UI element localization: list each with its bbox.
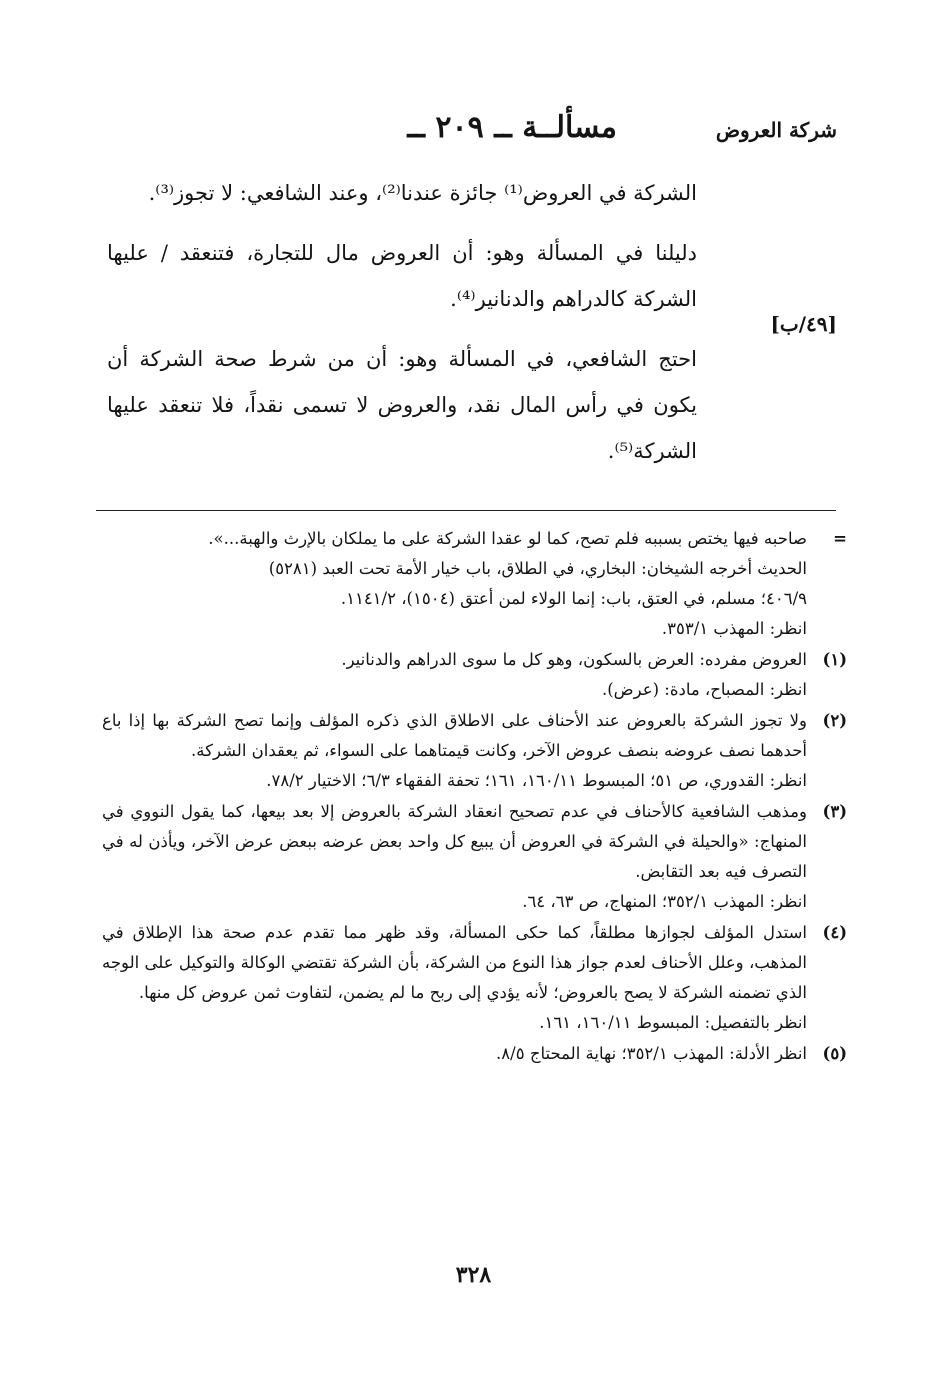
footnote-4 [102,918,847,1038]
footnote-marker: (٤) [822,923,847,942]
footnote-5 [102,1039,847,1069]
footnotes [102,524,847,1070]
footnote-1 [102,645,847,705]
main-text [107,170,697,488]
issue-title: مسألــة ــ ٢٠٩ ــ [407,110,617,145]
footnote-separator [96,510,836,511]
footnote-line: استدل المؤلف لجوازها مطلقاً، كما حكى المسألة، وقد ظهر مما تقدم عدم صحة هذا الإطلاق في المذهب، وعلل الأحناف لعدم جواز هذا النوع من الشركة، بأن الشركة تقتضي الوكالة والتوكيل على الوجه الذي تضمنه الشركة لا يصح بالعروض؛ لأنه يؤدي إلى ربح ما لم يضمن، لتفاوت ثمن عروض كل منها. [102,923,807,1002]
footnote-marker: (٥) [822,1044,847,1063]
footnote-3 [102,797,847,917]
footnote-line: انظر: القدوري، ص ٥١؛ المبسوط ١٦٠/١١، ١٦١؛ تحفة الفقهاء ٦/٣؛ الاختيار ٧٨/٢. [266,771,807,790]
footnote-line: انظر الأدلة: المهذب ٣٥٢/١؛ نهاية المحتاج ٨/٥. [496,1044,807,1063]
footnote-line: صاحبه فيها يختص بسببه فلم تصح، كما لو عقدا الشركة على ما يملكان بالإرث والهبة...». [208,529,807,548]
footnote-marker: = [833,529,847,548]
footnote-line: انظر: المهذب ٣٥٣/١. [661,619,807,638]
footnote-continued [102,524,847,644]
footnote-line: العروض مفرده: العرض بالسكون، وهو كل ما سوى الدراهم والدنانير. [341,650,807,669]
footnote-2 [102,706,847,796]
footnote-line: ٤٠٦/٩؛ مسلم، في العتق، باب: إنما الولاء لمن أعتق (١٥٠٤)، ١١٤١/٢. [340,589,807,608]
page-number: ٣٢٨ [455,1262,492,1288]
footnote-line: انظر: المهذب ٣٥٢/١؛ المنهاج، ص ٦٣، ٦٤. [522,892,807,911]
folio-margin-note: [٤٩/ب] [770,312,837,336]
footnote-line: ولا تجوز الشركة بالعروض عند الأحناف على الاطلاق الذي ذكره المؤلف وإنما تصح الشركة بها إذا باع أحدهما نصف عروضه بنصف عروض الآخر، وكانت قيمتاهما على السواء، ثم يعقدان الشركة. [102,711,807,760]
running-head: شركة العروض [715,118,837,142]
paragraph-2: دليلنا في المسألة وهو: أن العروض مال للتجارة، فتنعقد / عليها الشركة كالدراهم والدنانير⁽⁴⁾. [107,241,697,311]
footnote-marker: (١) [822,650,847,669]
footnote-line: ومذهب الشافعية كالأحناف في عدم تصحيح انعقاد الشركة بالعروض إلا بعد بيعها، كما يقول النووي في المنهاج: «والحيلة في الشركة في العروض أن يبيع كل واحد بعض عرضه ببعض عرض الآخر، ويأذن له في التصرف فيه بعد التقابض. [102,802,807,881]
footnote-line: الحديث أخرجه الشيخان: البخاري، في الطلاق، باب خيار الأمة تحت العبد (٥٢٨١) [268,559,807,578]
footnote-line: انظر بالتفصيل: المبسوط ١٦٠/١١، ١٦١. [539,1013,807,1032]
footnote-marker: (٢) [822,711,847,730]
paragraph-1: الشركة في العروض⁽¹⁾ جائزة عندنا⁽²⁾، وعند الشافعي: لا تجوز⁽³⁾. [148,181,697,205]
footnote-marker: (٣) [822,802,847,821]
footnote-line: انظر: المصباح، مادة: (عرض). [602,680,807,699]
paragraph-3: احتج الشافعي، في المسألة وهو: أن من شرط صحة الشركة أن يكون في رأس المال نقد، والعروض لا تسمى نقداً، فلا تنعقد عليها الشركة⁽⁵⁾. [107,347,697,463]
